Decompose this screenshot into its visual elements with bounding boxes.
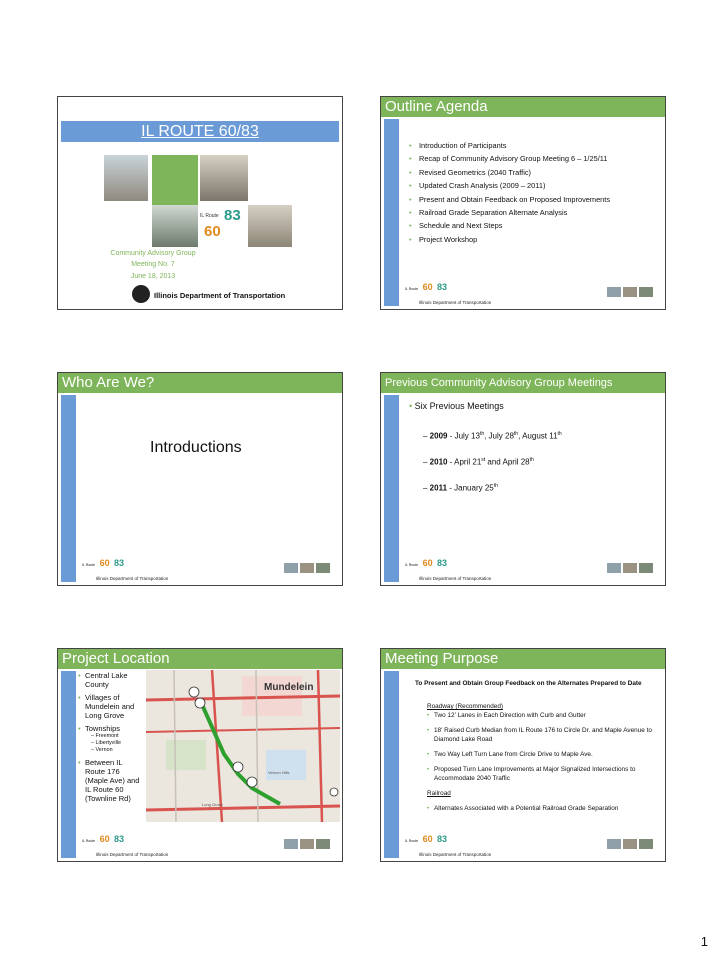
footer-dept: Illinois Department of Transportation <box>419 300 492 305</box>
photo-collage <box>104 155 294 277</box>
agenda-list <box>409 139 659 246</box>
meeting-number: Meeting No. 7 <box>131 261 175 268</box>
map-label: Long Grove <box>202 802 223 807</box>
photo-house <box>248 205 292 247</box>
roadway-heading: Roadway (Recommended) <box>427 703 504 710</box>
slide-title-bar: Who Are We? <box>58 373 342 393</box>
purpose-lead: To Present and Obtain Group Feedback on the Alternates Prepared to Date <box>415 680 642 687</box>
list-item: • Updated Crash Analysis (2009 – 2011) <box>409 179 659 192</box>
list-item: • Introduction of Participants <box>409 139 659 152</box>
township-list <box>85 733 142 754</box>
list-item: • 18' Raised Curb Median from IL Route 176 to Circle Dr. and Maple Avenue to Diamond Lake Road <box>427 726 659 744</box>
route-logo-large: IL Route 60 83 <box>200 207 241 240</box>
slide-title <box>57 96 343 310</box>
intro-text: Introductions <box>150 439 242 456</box>
footer-photos <box>284 839 330 849</box>
railroad-heading: Railroad <box>427 790 451 797</box>
slide-title-bar: Outline Agenda <box>381 97 665 117</box>
list-item: – Freemont <box>91 733 119 739</box>
left-strip <box>61 395 76 582</box>
slide-outline <box>380 96 666 310</box>
meetings-2010: – 2010 - April 21st and April 28th <box>423 457 534 467</box>
footer-dept: Illinois Department of Transportation <box>419 576 492 581</box>
left-strip <box>384 671 399 858</box>
slide-previous <box>380 372 666 586</box>
list-item: • Villages of Mundelein and Long Grove <box>78 693 142 720</box>
slide-heading: IL ROUTE 60/83 <box>141 123 259 140</box>
left-strip <box>61 671 76 858</box>
meetings-2011: – 2011 - January 25th <box>423 483 498 493</box>
group-name: Community Advisory Group <box>110 250 196 257</box>
slide-location <box>57 648 343 862</box>
footer-dept: Illinois Department of Transportation <box>419 852 492 857</box>
idot-name: Illinois Department of Transportation <box>154 291 286 300</box>
list-item: • Revised Geometrics (2040 Traffic) <box>409 166 659 179</box>
previous-lead: • Six Previous Meetings <box>409 401 504 411</box>
left-strip <box>384 119 399 306</box>
footer-photos <box>284 563 330 573</box>
purpose-content <box>415 679 659 819</box>
project-map <box>146 670 340 822</box>
list-item: • Alternates Associated with a Potential Railroad Grade Separation <box>427 804 659 813</box>
route-logo: IL Route 60 83 <box>82 558 125 568</box>
list-item: – Vernon <box>91 747 113 753</box>
route-logo: IL Route 60 83 <box>82 834 125 844</box>
meeting-date: June 18, 2013 <box>130 273 176 280</box>
list-item: • Railroad Grade Separation Alternate Analysis <box>409 206 659 219</box>
route-logo: IL Route 60 83 <box>405 834 448 844</box>
list-item: • Townships – Freemont – Libertyville – Vernon <box>78 724 142 754</box>
list-item: • Proposed Turn Lane Improvements at Major Signalized Intersections to Accommodate 2040 Traffic <box>427 765 659 783</box>
list-item: • Schedule and Next Steps <box>409 219 659 232</box>
slide-title-bar: Project Location <box>58 649 342 669</box>
roadway-list <box>427 711 659 783</box>
idot-logo <box>132 285 150 303</box>
map-label: Vernon Hills <box>268 770 290 775</box>
slide-title-bar: Previous Community Advisory Group Meetings <box>381 373 665 393</box>
list-item: • Between IL Route 176 (Maple Ave) and IL Route 60 (Townline Rd) <box>78 758 142 803</box>
route-logo: IL Route 60 83 <box>405 558 448 568</box>
meetings-2009: – 2009 - July 13th, July 28th, August 11th <box>423 431 562 441</box>
list-item: • Present and Obtain Feedback on Proposed Improvements <box>409 193 659 206</box>
photo-building <box>104 155 148 201</box>
slide-purpose <box>380 648 666 862</box>
list-item: – Libertyville <box>91 740 121 746</box>
slide-who <box>57 372 343 586</box>
list-item: • Two 12' Lanes in Each Direction with Curb and Gutter <box>427 711 659 720</box>
footer-photos <box>607 563 653 573</box>
list-item: • Project Workshop <box>409 233 659 246</box>
list-item: • Central Lake County <box>78 671 142 689</box>
slide-title-bar: Meeting Purpose <box>381 649 665 669</box>
page-number: 1 <box>700 934 708 949</box>
footer-dept: Illinois Department of Transportation <box>96 576 169 581</box>
photo-storefront <box>200 155 248 201</box>
map-label: Mundelein <box>264 682 314 693</box>
route-logo: IL Route 60 83 <box>405 282 448 292</box>
location-list <box>78 671 142 807</box>
footer-photos <box>607 839 653 849</box>
footer-photos <box>607 287 653 297</box>
left-strip <box>384 395 399 582</box>
photo-tree <box>152 205 198 247</box>
footer-dept: Illinois Department of Transportation <box>96 852 169 857</box>
list-item: • Recap of Community Advisory Group Meeting 6 – 1/25/11 <box>409 152 659 165</box>
railroad-list <box>427 804 659 813</box>
list-item: • Two Way Left Turn Lane from Circle Drive to Maple Ave. <box>427 750 659 759</box>
